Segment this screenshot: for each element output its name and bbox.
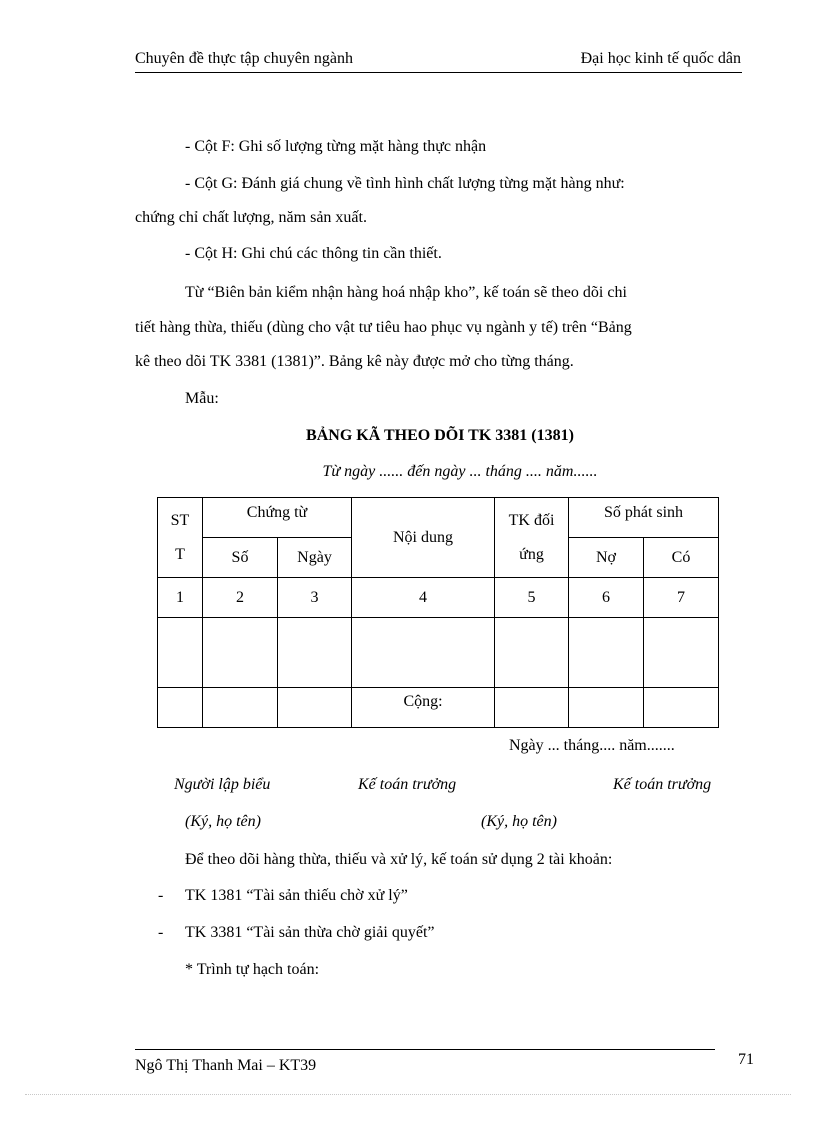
table-cell bbox=[569, 618, 644, 688]
th-tk-doi-line2: ứng bbox=[519, 545, 544, 563]
signature-ke-toan-2: Kế toán trưởng bbox=[613, 776, 712, 793]
paragraph-col-f: - Cột F: Ghi số lượng từng mặt hàng thực nhận bbox=[185, 138, 487, 155]
footer-divider bbox=[135, 1049, 715, 1050]
header-right: Đại học kinh tế quốc dân bbox=[580, 50, 741, 67]
date-line: Ngày ... tháng.... năm....... bbox=[509, 737, 675, 754]
th-co: Có bbox=[644, 538, 719, 578]
page-number: 71 bbox=[738, 1051, 754, 1068]
form-subtitle: Từ ngày ...... đến ngày ... tháng .... năm...... bbox=[322, 463, 598, 480]
sample-label: Mẫu: bbox=[185, 390, 219, 407]
paragraph-intro-line1: Từ “Biên bản kiểm nhận hàng hoá nhập kho”, kế toán sẽ theo dõi chi bbox=[185, 284, 627, 301]
th-stt-line2: T bbox=[175, 545, 185, 563]
table-cell bbox=[203, 688, 278, 728]
th-ngay: Ngày bbox=[278, 538, 352, 578]
bullet-mark: - bbox=[158, 924, 164, 941]
bullet-mark: - bbox=[158, 887, 164, 904]
table-cell bbox=[158, 618, 203, 688]
signature-ky-ten-2: (Ký, họ tên) bbox=[481, 813, 557, 830]
accounts-intro: Để theo dõi hàng thừa, thiếu và xử lý, kế toán sử dụng 2 tài khoản: bbox=[185, 851, 613, 868]
col-number: 1 bbox=[158, 578, 203, 618]
th-so: Số bbox=[203, 538, 278, 578]
total-label: Cộng: bbox=[352, 688, 495, 728]
tk-table bbox=[157, 497, 719, 728]
th-no: Nợ bbox=[569, 538, 644, 578]
th-chung-tu: Chứng từ bbox=[203, 498, 352, 538]
col-number: 5 bbox=[495, 578, 569, 618]
paragraph-intro-line3: kê theo dõi TK 3381 (1381)”. Bảng kê này được mở cho từng tháng. bbox=[135, 353, 574, 370]
form-title: BẢNG KÃ THEO DÕI TK 3381 (1381) bbox=[306, 427, 574, 444]
header-divider bbox=[135, 72, 742, 73]
paragraph-intro-line2: tiết hàng thừa, thiếu (dùng cho vật tư tiêu hao phục vụ ngành y tế) trên “Bảng bbox=[135, 319, 632, 336]
table-cell bbox=[203, 618, 278, 688]
table-cell bbox=[569, 688, 644, 728]
col-number: 4 bbox=[352, 578, 495, 618]
table-row-empty bbox=[158, 618, 719, 688]
th-stt-line1: ST bbox=[170, 511, 190, 529]
account-item-3381: TK 3381 “Tài sản thừa chờ giải quyết” bbox=[185, 924, 435, 941]
signature-ky-ten-1: (Ký, họ tên) bbox=[185, 813, 261, 830]
th-tk-doi-ung bbox=[495, 498, 569, 578]
table-cell bbox=[278, 688, 352, 728]
footer-author: Ngô Thị Thanh Mai – KT39 bbox=[135, 1057, 317, 1074]
table-row-total bbox=[158, 688, 719, 728]
paragraph-col-h: - Cột H: Ghi chú các thông tin cần thiết. bbox=[185, 245, 442, 262]
table-row-numbers bbox=[158, 578, 719, 618]
account-item-1381: TK 1381 “Tài sản thiếu chờ xử lý” bbox=[185, 887, 408, 904]
table-cell bbox=[644, 618, 719, 688]
paragraph-col-g-line1: - Cột G: Đánh giá chung về tình hình chất lượng từng mặt hàng như: bbox=[185, 175, 625, 192]
paragraph-col-g-line2: chứng chỉ chất lượng, năm sản xuất. bbox=[135, 209, 367, 226]
th-so-phat-sinh: Số phát sinh bbox=[569, 498, 719, 538]
table-cell bbox=[278, 618, 352, 688]
th-noi-dung: Nội dung bbox=[352, 498, 495, 578]
col-number: 7 bbox=[644, 578, 719, 618]
table-cell bbox=[495, 688, 569, 728]
th-stt bbox=[158, 498, 203, 578]
procedure-heading: * Trình tự hạch toán: bbox=[185, 961, 320, 978]
th-tk-doi-line1: TK đối bbox=[508, 511, 555, 529]
table-cell bbox=[495, 618, 569, 688]
col-number: 2 bbox=[203, 578, 278, 618]
signature-nguoi-lap: Người lập biểu bbox=[174, 776, 271, 793]
col-number: 3 bbox=[278, 578, 352, 618]
header-left: Chuyên đề thực tập chuyên ngành bbox=[135, 50, 353, 67]
signature-ke-toan-1: Kế toán trưởng bbox=[358, 776, 457, 793]
page-edge-dotted-line bbox=[25, 1094, 791, 1095]
table-cell bbox=[644, 688, 719, 728]
table-cell bbox=[158, 688, 203, 728]
table-cell bbox=[352, 618, 495, 688]
col-number: 6 bbox=[569, 578, 644, 618]
